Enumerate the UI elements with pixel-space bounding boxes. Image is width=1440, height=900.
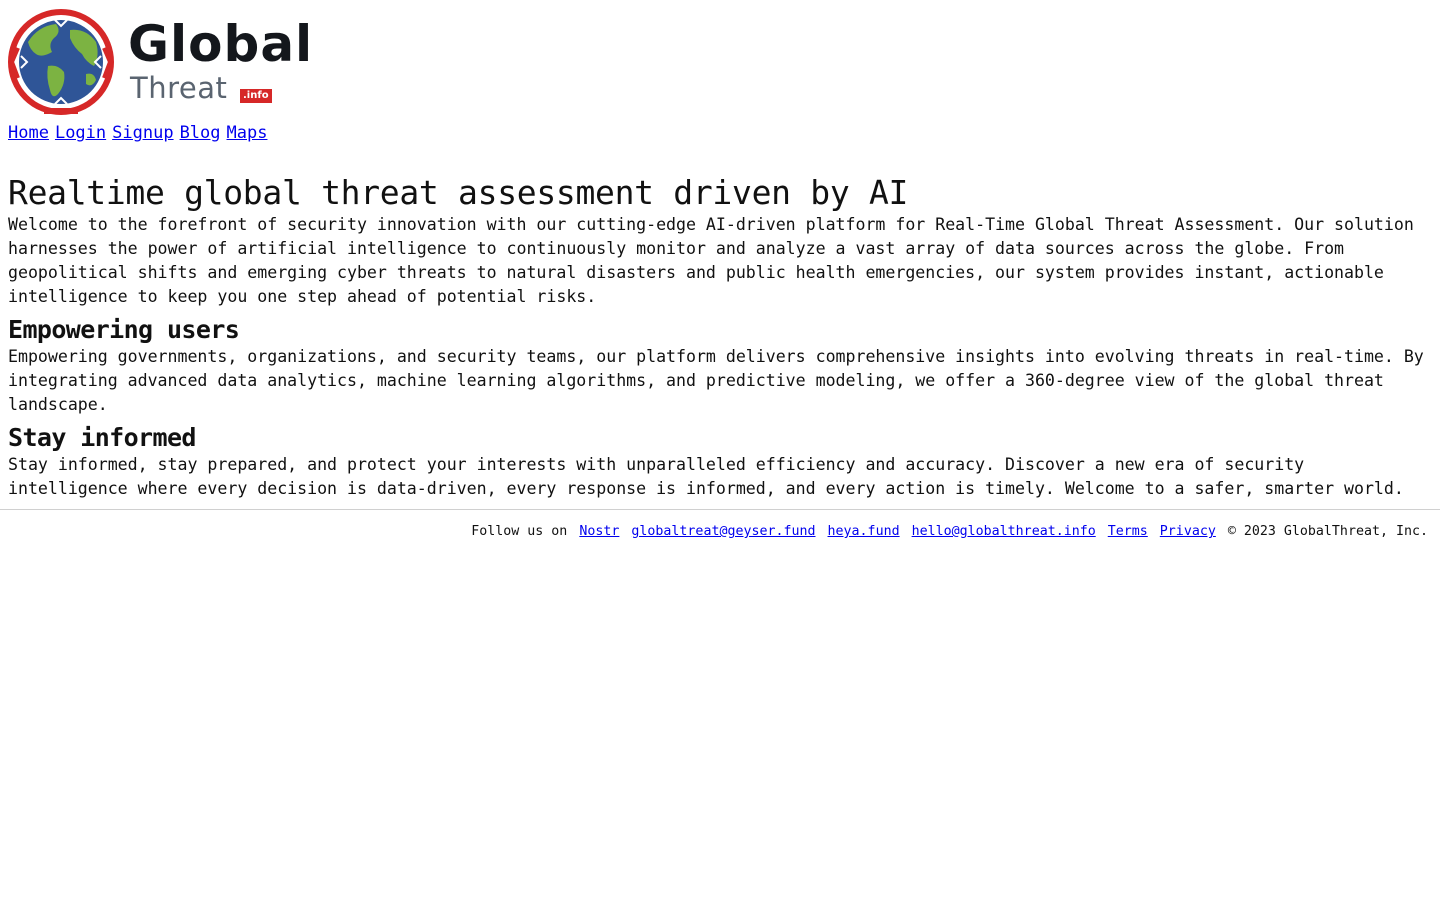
copyright: © 2023 GlobalThreat, Inc. — [1227, 524, 1428, 539]
footer-link-privacy[interactable]: Privacy — [1159, 524, 1216, 539]
nav-link-home[interactable]: Home — [8, 123, 49, 143]
site-footer — [0, 510, 1440, 542]
nav-link-maps[interactable]: Maps — [226, 123, 268, 143]
globe-icon — [8, 8, 114, 116]
intro-paragraph: Welcome to the forefront of security innovation with our cutting-edge AI-driven platform for Real-Time Global Threat Assessment. Our solution harnesses the power of artificial intelligence to continuously monitor and analyze a vast array of data sources across the globe. From geopolitical shifts and emerging cyber threats to natural disasters and public health emergencies, our system provides instant, actionable intelligence to keep you one step ahead of potential risks. — [8, 215, 1414, 306]
nav-link-blog[interactable]: Blog — [179, 123, 221, 143]
footer-link-nostr[interactable]: Nostr — [579, 524, 620, 539]
page-title: Realtime global threat assessment driven by AI — [8, 173, 909, 212]
nav-link-signup[interactable]: Signup — [112, 123, 174, 143]
wordmark-tld-badge: .info — [240, 89, 272, 103]
main-content — [8, 173, 1432, 501]
wordmark — [128, 15, 318, 105]
wordmark-global: Global — [128, 14, 314, 73]
follow-label: Follow us on — [471, 524, 568, 539]
footer-link-terms[interactable]: Terms — [1107, 524, 1148, 539]
main-nav — [8, 121, 1432, 145]
site-logo[interactable] — [8, 0, 1432, 117]
section-body-empowering-users: Empowering governments, organizations, and security teams, our platform delivers comprehensive insights into evolving threats in real-time. By integrating advanced data analytics, machine learning algorithms, and predictive modeling, we offer a 360-degree view of the global threat landscape. — [8, 347, 1424, 414]
wordmark-threat: Threat — [130, 70, 228, 105]
footer-link-email[interactable]: hello@globalthreat.info — [911, 524, 1096, 539]
section-heading-empowering-users: Empowering users — [8, 315, 240, 344]
footer-link-geyser[interactable]: globaltreat@geyser.fund — [631, 524, 816, 539]
section-heading-stay-informed: Stay informed — [8, 423, 196, 452]
nav-link-login[interactable]: Login — [54, 123, 107, 143]
section-body-stay-informed: Stay informed, stay prepared, and protect your interests with unparalleled efficiency and accuracy. Discover a new era of security intelligence where every decision is data-driven, every response is informed, and every action is timely. Welcome to a safer, smarter world. — [8, 455, 1404, 498]
footer-link-heya[interactable]: heya.fund — [827, 524, 900, 539]
